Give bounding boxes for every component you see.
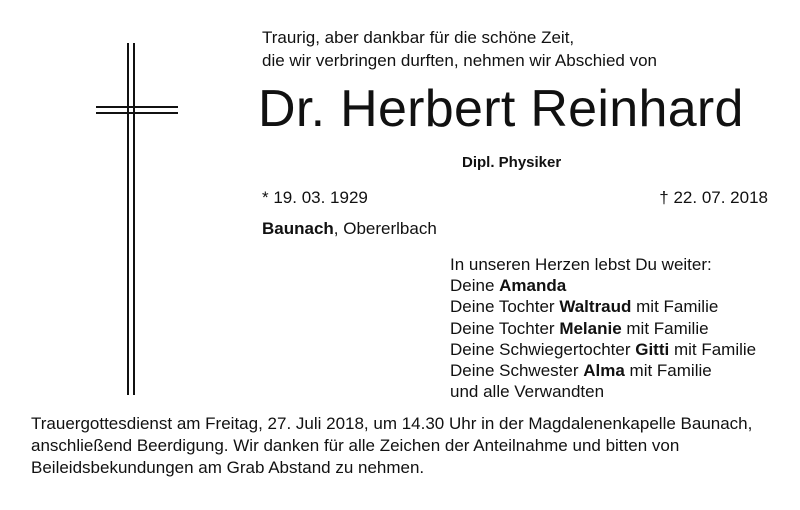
birth-date: * 19. 03. 1929 <box>262 188 368 207</box>
mourner-suffix: mit Familie <box>624 361 712 381</box>
intro-text <box>262 26 657 72</box>
place-district: , Obererlbach <box>333 219 437 238</box>
mourner-prefix: Deine <box>450 276 500 296</box>
mourner-line <box>450 318 756 339</box>
cross-horizontal-line-bottom <box>96 112 178 114</box>
mourner-name: Amanda <box>499 276 567 296</box>
service-notice <box>31 413 752 479</box>
mourner-name: Alma <box>583 361 625 381</box>
cross-icon <box>0 0 200 400</box>
death-date: † 22. 07. 2018 <box>659 188 768 207</box>
mourner-suffix: mit Familie <box>669 339 757 359</box>
mourner-line <box>450 360 756 381</box>
mourner-prefix: Deine Tochter <box>450 297 560 317</box>
mourner-name: Waltraud <box>559 297 632 317</box>
cross-vertical-line-left <box>127 43 129 395</box>
mourner-prefix: Deine Schwester <box>450 361 584 381</box>
service-notice-line-1: Trauergottesdienst am Freitag, 27. Juli 2018, um 14.30 Uhr in der Magdalenenkapelle Baunach, <box>31 414 753 433</box>
mourner-name: Melanie <box>559 318 622 338</box>
mourner-suffix: mit Familie <box>631 297 719 317</box>
mourner-suffix: mit Familie <box>621 318 709 338</box>
mourner-prefix: Deine Schwiegertochter <box>450 339 636 359</box>
service-notice-line-2: anschließend Beerdigung. Wir danken für alle Zeichen der Anteilnahme und bitten von <box>31 436 680 455</box>
intro-line-2: die wir verbringen durften, nehmen wir Abschied von <box>262 51 657 70</box>
mourners-list <box>450 254 756 402</box>
mourner-line <box>450 275 756 296</box>
mourner-name: Gitti <box>635 339 670 359</box>
cross-vertical-line-right <box>133 43 135 395</box>
mourner-line <box>450 296 756 317</box>
place <box>262 219 437 239</box>
mourner-prefix: Deine Tochter <box>450 318 560 338</box>
place-town: Baunach <box>262 219 334 238</box>
mourner-line <box>450 339 756 360</box>
mourners-heading: In unseren Herzen lebst Du weiter: <box>450 255 712 274</box>
service-notice-line-3: Beileidsbekundungen am Grab Abstand zu nehmen. <box>31 458 425 477</box>
intro-line-1: Traurig, aber dankbar für die schöne Zeit, <box>262 28 575 47</box>
mourners-closing: und alle Verwandten <box>450 382 605 402</box>
deceased-title: Dipl. Physiker <box>462 154 562 171</box>
cross-horizontal-line-top <box>96 106 178 108</box>
deceased-name: Dr. Herbert Reinhard <box>258 80 744 138</box>
